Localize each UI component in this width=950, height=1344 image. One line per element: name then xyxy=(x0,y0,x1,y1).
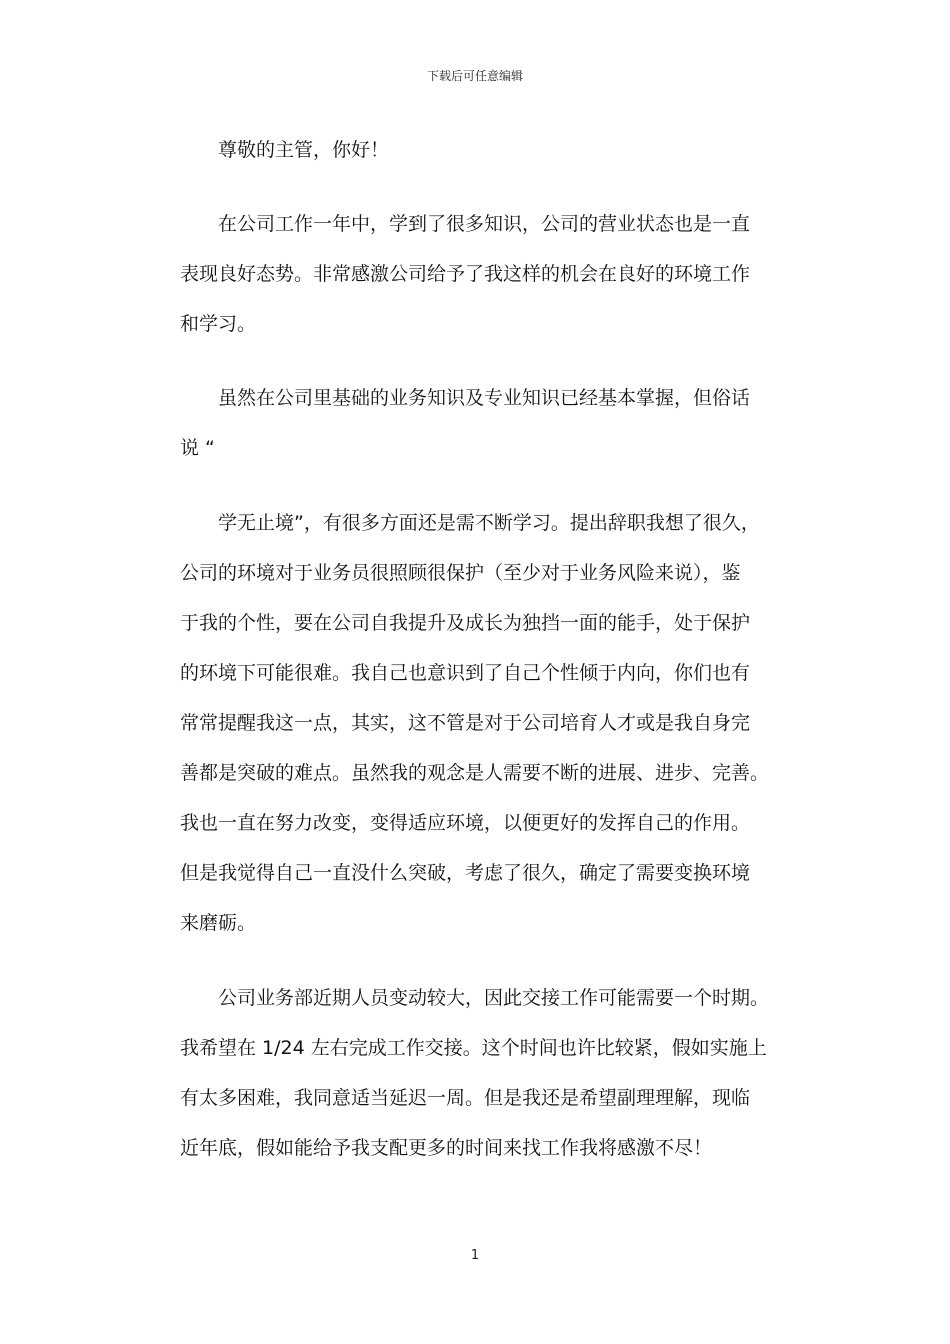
paragraph-1-line-2: 表现良好态势。非常感激公司给予了我这样的机会在良好的环境工作 xyxy=(180,263,751,285)
paragraph-1-line-1: 在公司工作一年中，学到了很多知识，公司的营业状态也是一直 xyxy=(218,213,751,235)
paragraph-3-line-3: 于我的个性，要在公司自我提升及成长为独挡一面的能手，处于保护 xyxy=(180,612,751,634)
paragraph-4-line-1: 公司业务部近期人员变动较大，因此交接工作可能需要一个时期。 xyxy=(218,987,770,1009)
paragraph-4-line-2: 我希望在 1/24 左右完成工作交接。这个时间也许比较紧，假如实施上 xyxy=(180,1037,767,1059)
paragraph-3-line-9: 来磨砺。 xyxy=(180,912,257,934)
paragraph-4-line-4: 近年底，假如能给予我支配更多的时间来找工作我将感激不尽！ xyxy=(180,1137,713,1159)
paragraph-3-line-8: 但是我觉得自己一直没什么突破，考虑了很久，确定了需要变换环境 xyxy=(180,862,751,884)
paragraph-2-line-1: 虽然在公司里基础的业务知识及专业知识已经基本掌握，但俗话 xyxy=(218,387,751,409)
paragraph-3-line-2: 公司的环境对于业务员很照顾很保护（至少对于业务风险来说），鉴 xyxy=(180,562,741,584)
page-number: 1 xyxy=(470,1248,480,1263)
paragraph-1-line-3: 和学习。 xyxy=(180,313,257,335)
paragraph-3-line-7: 我也一直在努力改变，变得适应环境，以便更好的发挥自己的作用。 xyxy=(180,812,751,834)
greeting-line: 尊敬的主管，你好！ xyxy=(218,139,390,161)
page-header: 下载后可任意编辑 xyxy=(426,69,523,83)
paragraph-3-line-5: 常常提醒我这一点，其实，这不管是对于公司培育人才或是我自身完 xyxy=(180,712,751,734)
paragraph-3-line-6: 善都是突破的难点。虽然我的观念是人需要不断的进展、进步、完善。 xyxy=(180,762,770,784)
paragraph-3-line-4: 的环境下可能很难。我自己也意识到了自己个性倾于内向，你们也有 xyxy=(180,662,751,684)
paragraph-4-line-3: 有太多困难，我同意适当延迟一周。但是我还是希望副理理解，现临 xyxy=(180,1087,751,1109)
paragraph-2-line-2: 说 “ xyxy=(180,437,215,459)
paragraph-3-line-1: 学无止境”，有很多方面还是需不断学习。提出辞职我想了很久， xyxy=(218,512,760,534)
